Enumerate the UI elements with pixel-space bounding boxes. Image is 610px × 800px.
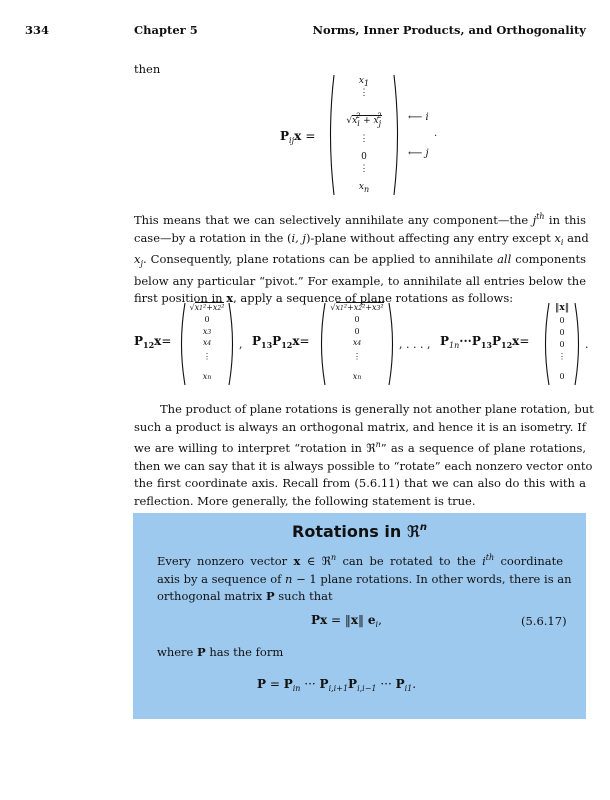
equation-number: (5.6.17) xyxy=(521,614,567,628)
eq1-vector xyxy=(326,74,402,196)
eq1-entry-zero: 0 xyxy=(361,152,367,162)
text-line: This means that we can selectively annihilate any component—the $j^{th}$ in this xyxy=(134,212,586,227)
eq1-lhs: $P_{ij}x$ = xyxy=(280,129,316,145)
matrix-entry: x4 xyxy=(352,338,362,347)
eq2-lhs-1: $P_{12}x=$ xyxy=(134,334,172,350)
text-line: then we can say that it is always possible to “rotate” each nonzero vector onto xyxy=(134,458,593,473)
matrix-entry: 0 xyxy=(354,327,360,336)
eq2-vector-2 xyxy=(317,302,397,386)
eq1-entry: xn xyxy=(358,182,370,194)
box-equation: Px = ‖x‖ $e_i$, xyxy=(311,613,382,629)
right-paren xyxy=(392,74,402,196)
paragraph-2 xyxy=(134,401,594,510)
matrix-entry: 0 xyxy=(354,315,360,324)
text-line: reflection. More generally, the following statement is true. xyxy=(134,493,476,508)
running-title: Norms, Inner Products, and Orthogonality xyxy=(312,23,586,37)
eq2-comma: , xyxy=(239,338,243,351)
box-form-equation: $P = P_{in}$ ··· $P_{i,i+1}P_{i,i-1}$ ··· $P_{i1}$. xyxy=(257,677,417,693)
eq2-period: . xyxy=(585,338,589,351)
where-text: where P has the form xyxy=(157,645,284,659)
matrix-entry: 0 xyxy=(559,340,565,349)
paragraph-1 xyxy=(134,208,589,308)
matrix-entry: xn xyxy=(202,372,212,381)
chapter-label: Chapter 5 xyxy=(134,23,198,37)
arrow-i: ⟵ i xyxy=(408,112,429,123)
matrix-entry: 0 xyxy=(559,328,565,337)
eq2-dots: , . . . , xyxy=(399,338,431,351)
matrix-entry: x4 xyxy=(202,338,212,347)
text-line: below any particular “pivot.” For example, to annihilate all entries below the xyxy=(134,273,586,288)
matrix-vdots: ⋮ xyxy=(353,352,361,361)
matrix-entry: 0 xyxy=(204,315,210,324)
text-line: axis by a sequence of n − 1 plane rotations. In other words, there is an xyxy=(157,571,572,586)
eq2-lhs-3: $P_{1n}\cdot\cdot\cdot P_{13}P_{12}x=$ xyxy=(440,334,530,350)
left-paren xyxy=(326,74,336,196)
arrow-j: ⟵ j xyxy=(408,148,429,159)
then-text: then xyxy=(134,62,161,76)
theorem-box xyxy=(133,513,586,719)
eq2-vector-1 xyxy=(177,302,237,386)
box-paragraph xyxy=(157,549,572,606)
page-number: 334 xyxy=(25,23,50,37)
text-line: Every nonzero vector x ∈ ℜ$^n$ can be rotated to the $i^{th}$ coordinate xyxy=(157,553,564,568)
matrix-entry: x3 xyxy=(202,327,212,336)
matrix-vdots: ⋮ xyxy=(203,352,211,361)
text-line: the first coordinate axis. Recall from (5.6.11) that we can also do this with a xyxy=(134,476,586,490)
eq1-vdots: ⋮ xyxy=(359,164,369,174)
text-line: we are willing to interpret “rotation in ℜ$^n$” as a sequence of plane rotations, xyxy=(134,440,586,455)
matrix-entry-norm: ‖x‖ xyxy=(554,303,570,313)
eq1-vdots: ⋮ xyxy=(359,134,369,144)
text-line: such a product is always an orthogonal matrix, and hence it is an isometry. If xyxy=(134,419,586,434)
eq1-vdots: ⋮ xyxy=(359,88,369,98)
matrix-entry: √x1²+x2² xyxy=(189,303,225,312)
eq2-lhs-2: $P_{13}P_{12}x=$ xyxy=(252,334,310,350)
matrix-entry: 0 xyxy=(559,372,565,381)
text-line: first position in x, apply a sequence of plane rotations as follows: xyxy=(134,291,514,305)
eq1-entry: x1 xyxy=(358,76,370,88)
text-line: case—by a rotation in the (i, j)-plane without affecting any entry except $x_i$ and xyxy=(134,230,589,247)
eq1-period: . xyxy=(434,128,438,139)
matrix-vdots: ⋮ xyxy=(558,352,566,361)
text-line: orthogonal matrix P such that xyxy=(157,589,333,603)
eq2-vector-3 xyxy=(541,302,583,386)
matrix-entry: √x1²+x2²+x3² xyxy=(330,303,384,312)
eq1-sqrt-entry: $√xi^2 + xj^2$ xyxy=(346,112,382,128)
text-line: The product of plane rotations is generally not another plane rotation, but xyxy=(160,402,594,416)
box-title: Rotations in ℜ$^n$ xyxy=(292,522,427,541)
matrix-entry: xn xyxy=(352,372,362,381)
text-line: $x_j$. Consequently, plane rotations can be applied to annihilate all components xyxy=(134,252,587,268)
matrix-entry: 0 xyxy=(559,316,565,325)
